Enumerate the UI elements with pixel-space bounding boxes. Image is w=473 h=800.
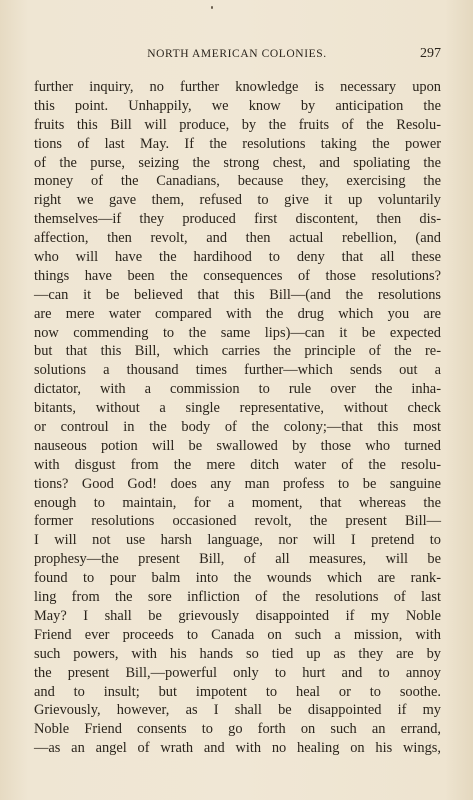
text-line: or controul in the body of the colony;—that this most — [34, 419, 441, 436]
text-line: tions of last May. If the resolutions taking the power — [34, 135, 441, 152]
text-line: nauseous potion will be swallowed by those who turned — [34, 437, 441, 454]
running-head: NORTH AMERICAN COLONIES. — [147, 48, 327, 60]
text-line: former resolutions occasioned revolt, the present Bill— — [34, 513, 441, 530]
text-line: —can it be believed that this Bill—(and the resolutions — [34, 286, 441, 303]
text-line: dictator, with a commission to rule over the inha- — [34, 381, 441, 398]
text-line: now commending to the same lips)—can it be expected — [34, 324, 441, 341]
text-line: further inquiry, no further knowledge is necessary upon — [34, 79, 441, 95]
text-line: found to pour balm into the wounds which are rank- — [34, 570, 441, 587]
body-text — [34, 78, 441, 758]
text-line: but that this Bill, which carries the principle of the re- — [34, 343, 441, 360]
text-line: ling from the sore infliction of the resolutions of last — [34, 589, 441, 606]
text-line: with disgust from the mere ditch water of the resolu- — [34, 456, 441, 473]
text-line: of the purse, seizing the strong chest, and spoliating the — [34, 154, 441, 171]
text-line: Friend ever proceeds to Canada on such a mission, with — [34, 626, 441, 643]
text-line: such powers, with his hands so tied up as they are by — [34, 645, 441, 662]
text-line: right we gave them, refused to give it up voluntarily — [34, 192, 441, 209]
text-line: and to insult; but impotent to heal or to soothe. — [34, 683, 441, 700]
text-line: are mere water compared with the drug which you are — [34, 305, 441, 322]
text-line: Noble Friend consents to go forth on such an errand, — [34, 721, 441, 738]
text-line: —as an angel of wrath and with no healing on his wings, — [34, 740, 441, 757]
text-line: money of the Canadians, because they, exercising the — [34, 173, 441, 190]
text-line: bitants, without a single representative, without check — [34, 400, 441, 417]
text-line: fruits this Bill will produce, by the fruits of the Resolu- — [34, 116, 441, 133]
text-line: enough to maintain, for a moment, that whereas the — [34, 494, 441, 511]
text-line: the present Bill,—powerful only to hurt and to annoy — [34, 664, 441, 681]
text-line: May? I shall be grievously disappointed if my Noble — [34, 607, 441, 624]
page-header — [33, 46, 441, 66]
text-line: Grievously, however, as I shall be disappointed if my — [34, 702, 441, 719]
text-line: I will not use harsh language, nor will I pretend to — [34, 532, 441, 549]
text-line: solutions a thousand times further—which sends out a — [34, 362, 441, 379]
text-line: prophesy—the present Bill, of all measures, will be — [34, 551, 441, 568]
text-line: themselves—if they produced first discontent, then dis- — [34, 211, 441, 228]
text-line: tions? Good God! does any man profess to be sanguine — [34, 475, 441, 492]
text-line: things have been the consequences of those resolutions? — [34, 267, 441, 284]
page-number: 297 — [420, 46, 441, 61]
text-line: who will have the hardihood to deny that all these — [34, 249, 441, 266]
paper-speck — [211, 6, 213, 9]
text-line: affection, then revolt, and then actual rebellion, (and — [34, 230, 441, 247]
text-line: this point. Unhappily, we know by anticipation the — [34, 97, 441, 114]
